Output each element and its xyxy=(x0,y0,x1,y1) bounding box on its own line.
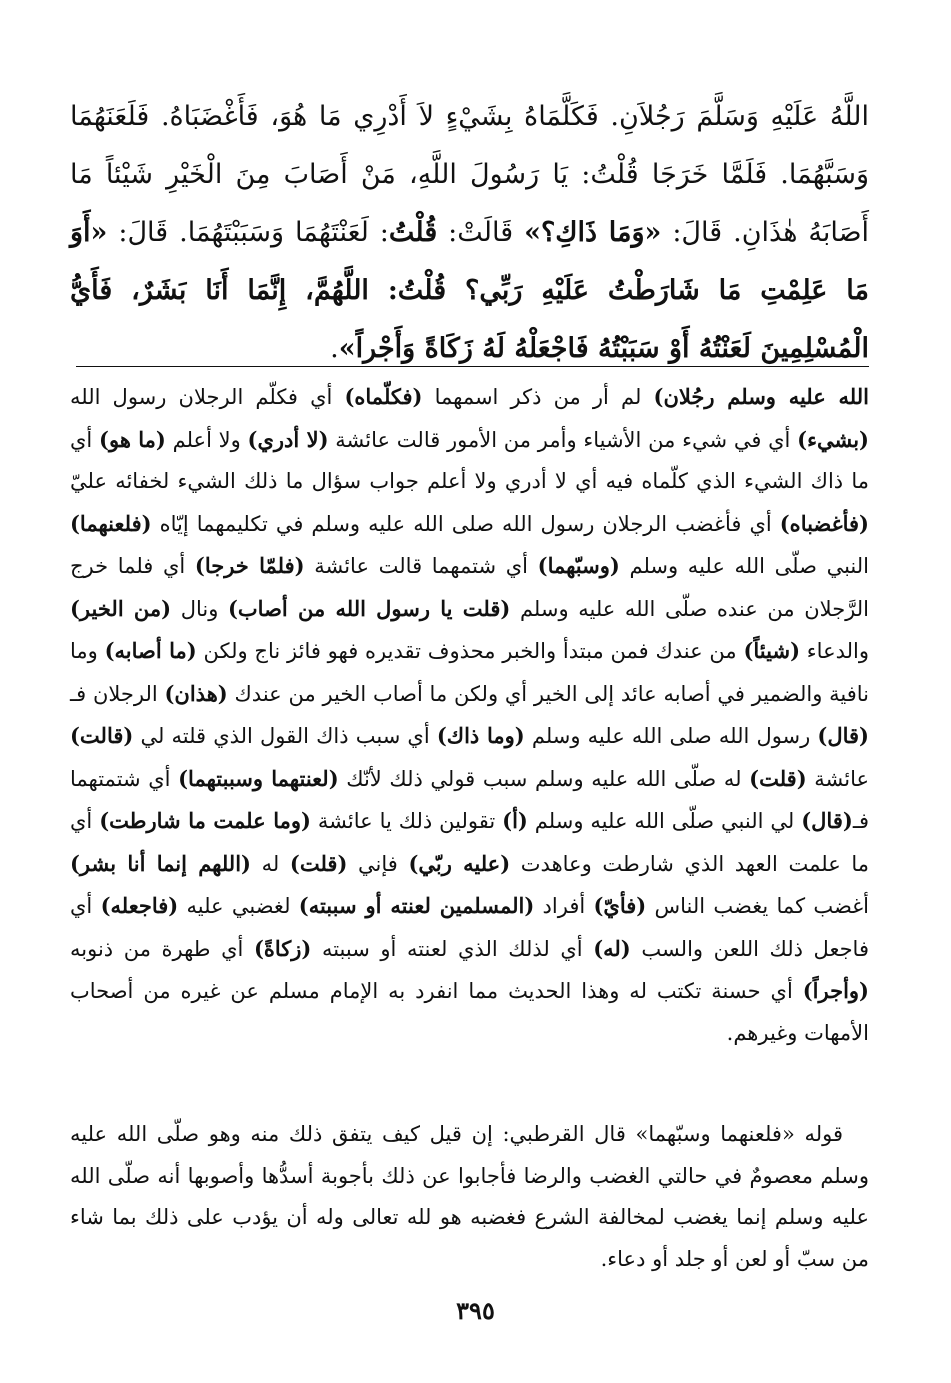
commentary-bold-phrase: (فأيّ) xyxy=(593,893,647,918)
commentary-bold-phrase: (لا أدري) xyxy=(247,426,329,452)
section-divider xyxy=(76,366,869,367)
commentary-text-run: أي شتمتهما فـ xyxy=(70,766,870,833)
commentary-bold-phrase: (فلعنهما) xyxy=(70,510,152,536)
commentary-text-run: وما نافية والضمير في أصابه عائد إلى الخير أي ولكن ما أصاب الخير من عندك xyxy=(70,639,869,706)
commentary-bold-phrase: (قلت يا رسول الله من أصاب) xyxy=(227,595,511,621)
commentary-text-run: رسول الله صلى الله عليه وسلم xyxy=(524,724,818,748)
commentary-text-run: أي ما علمت العهد الذي شارطت وعاهدت xyxy=(70,809,869,876)
commentary-bold-phrase: (زكاةً) xyxy=(253,935,312,961)
commentary-bold-phrase: (ما هو) xyxy=(99,426,166,452)
page-number: ٣٩٥ xyxy=(456,1296,495,1325)
commentary-text-run: الرجلان فـ xyxy=(70,681,165,706)
commentary-bold-phrase: (فلمّا خرجا) xyxy=(194,553,305,578)
commentary-bold-phrase: (فأغضباه) xyxy=(779,510,869,536)
commentary-bold-phrase: (له) xyxy=(593,935,631,961)
commentary-text-run: لم أر من ذكر اسمهما xyxy=(422,385,654,409)
commentary-text-run: أي فاجعل ذلك اللعن والسب xyxy=(70,894,869,961)
commentary-bold-phrase: (وما علمت ما شارطت) xyxy=(99,808,311,833)
commentary-bold-phrase: (شيئاً) xyxy=(743,638,801,663)
commentary-text-run: لي النبي صلّى الله عليه وسلم xyxy=(527,809,802,833)
hadith-text-run: اللَّهُ عَلَيْهِ وَسَلَّمَ رَجُلاَنِ. فَكَلَّمَاهُ بِشَيْءٍ لاَ أَدْرِي مَا هُوَ، فَأَغْضَبَاهُ. فَلَعَنَهُمَا وَسَبَّهُمَا. فَلَمَّا خَرَجَا قُلْتُ: يَا رَسُولَ اللَّهِ، مَنْ أَصَابَ مِنَ الْخَيْرِ شَيْئاً مَا أَصَابَهُ هٰذَانِ. قَالَ: xyxy=(70,101,869,248)
commentary-text-run: فإني xyxy=(347,851,409,876)
hadith-bold-phrase: «أَوَ مَا عَلِمْتِ مَا شَارَطْتُ عَلَيْهِ رَبِّي؟ قُلْتُ: اللَّهُمَّ، إِنَّمَا أَنَا بَشَرٌ، فَأَيُّ الْمُسْلِمِينَ لَعَنْتُهُ أَوْ سَبَبْتُهُ فَاجْعَلْهُ لَهُ زَكَاةً وَأَجْراً» xyxy=(70,217,869,364)
hadith-text-run: قَالَتْ: xyxy=(437,217,525,248)
commentary-bold-phrase: (هذان) xyxy=(164,680,228,706)
hadith-bold-phrase: قُلْتُ xyxy=(388,217,438,248)
commentary-text-run: أي سبب ذاك القول الذي قلته لي xyxy=(133,724,437,748)
commentary-bold-phrase: (قالت) xyxy=(70,723,134,748)
commentary-text-run: أي فلما خرج الرَّجلان من عنده صلّى الله عليه وسلم xyxy=(70,554,870,621)
commentary-text-run: له xyxy=(250,851,290,876)
commentary-bold-phrase: (قال) xyxy=(801,808,853,833)
hadith-bold-phrase: «وَمَا ذَاكِ؟» xyxy=(524,217,662,248)
commentary-text-run: له صلّى الله عليه وسلم سبب قولي ذلك لأنّك xyxy=(338,766,750,791)
commentary-text-run: لغضبي عليه xyxy=(178,894,299,918)
commentary-bold-phrase: (قلت) xyxy=(289,850,348,876)
commentary-text-run: تقولين ذلك يا عائشة xyxy=(310,809,503,833)
commentary-text-run: أي ما ذاك الشيء الذي كلّماه فيه أي لا أدري ولا أعلم جواب سؤال ما ذلك الشيء لخفائه عليّ xyxy=(70,427,869,493)
commentary-text-run: أي فكلّم الرجلان رسول الله xyxy=(70,385,345,409)
commentary-text xyxy=(70,376,869,1054)
commentary-text-run: ونال xyxy=(171,596,228,621)
commentary-text-run: أي حسنة تكتب له وهذا الحديث مما انفرد به الإمام مسلم عن غيره من أصحاب الأمهات وغيرهم. xyxy=(70,979,869,1045)
commentary-bold-phrase: (أ) xyxy=(502,808,528,833)
commentary-bold-phrase: (المسلمين لعنته أو سببته) xyxy=(298,893,535,918)
commentary-text-run: والدعاء xyxy=(800,639,870,663)
commentary-bold-phrase: (عليه ربّي) xyxy=(408,850,511,876)
hadith-text xyxy=(70,88,869,378)
commentary-bold-phrase: (ما أصابه) xyxy=(104,638,197,663)
commentary-text-run: أفراد xyxy=(534,894,594,918)
commentary-bold-phrase: (اللهم إنما أنا بشر) xyxy=(70,850,251,876)
commentary-text-run: أي فأغضب الرجلان رسول الله صلى الله عليه وسلم في تكليمهما إيّاه xyxy=(151,511,780,536)
commentary-bold-phrase: (قلت) xyxy=(749,765,807,791)
commentary-bold-phrase: (بشيء) xyxy=(797,426,869,452)
commentary-text-run: أي شتمهما قالت عائشة xyxy=(304,554,538,578)
commentary-text-run: أي في شيء من الأشياء وأمر من الأمور قالت عائشة xyxy=(328,427,798,452)
commentary-text-run: عائشة xyxy=(806,766,869,791)
hadith-text-run: . xyxy=(330,333,339,364)
footnote-text: قوله «فلعنهما وسبّهما» قال القرطبي: إن قيل كيف يتفق ذلك منه وهو صلّى الله عليه وسلم معصومٌ في حالتي الغضب والرضا فأجابوا عن ذلك بأجوبة أسدُّها وأصوبها أنه صلّى الله عليه وسلم إنما يغضب لمخالفة الشرع فغضبه هو لله تعالى وله أن يؤدب على ذلك بما شاء من سبّ أو لعن أو جلد أو دعاء. xyxy=(70,1122,869,1271)
hadith-text-run: : لَعَنْتَهُمَا وَسَبَبْتَهُمَا. قَالَ: xyxy=(107,217,389,248)
commentary-text-run: أي لذلك الذي لعنته أو سببته xyxy=(311,936,594,961)
commentary-bold-phrase: الله عليه وسلم رجُلان) xyxy=(653,384,869,409)
commentary-bold-phrase: (قال) xyxy=(817,723,869,748)
commentary-bold-phrase: (لعنتهما وسببتهما) xyxy=(178,765,339,791)
commentary-bold-phrase: (فاجعله) xyxy=(100,893,179,918)
commentary-text-run: من عندك فمن مبتدأ والخبر محذوف تقديره فهو فائز ناج ولكن xyxy=(196,639,744,663)
commentary-text-run: ولا أعلم xyxy=(165,427,248,452)
commentary-bold-phrase: (من الخير) xyxy=(70,595,172,621)
commentary-bold-phrase: (فكلّماه) xyxy=(344,384,423,409)
commentary-text-run: أي طهرة من ذنوبه xyxy=(70,936,254,961)
commentary-bold-phrase: (وأجراً) xyxy=(802,978,869,1003)
commentary-text-run: النبي صلّى الله عليه وسلم xyxy=(619,554,870,578)
commentary-bold-phrase: (وما ذاك) xyxy=(436,723,525,748)
commentary-bold-phrase: (وسبّهما) xyxy=(537,553,620,578)
commentary-text-run: أغضب كما يغضب الناس xyxy=(646,894,870,918)
